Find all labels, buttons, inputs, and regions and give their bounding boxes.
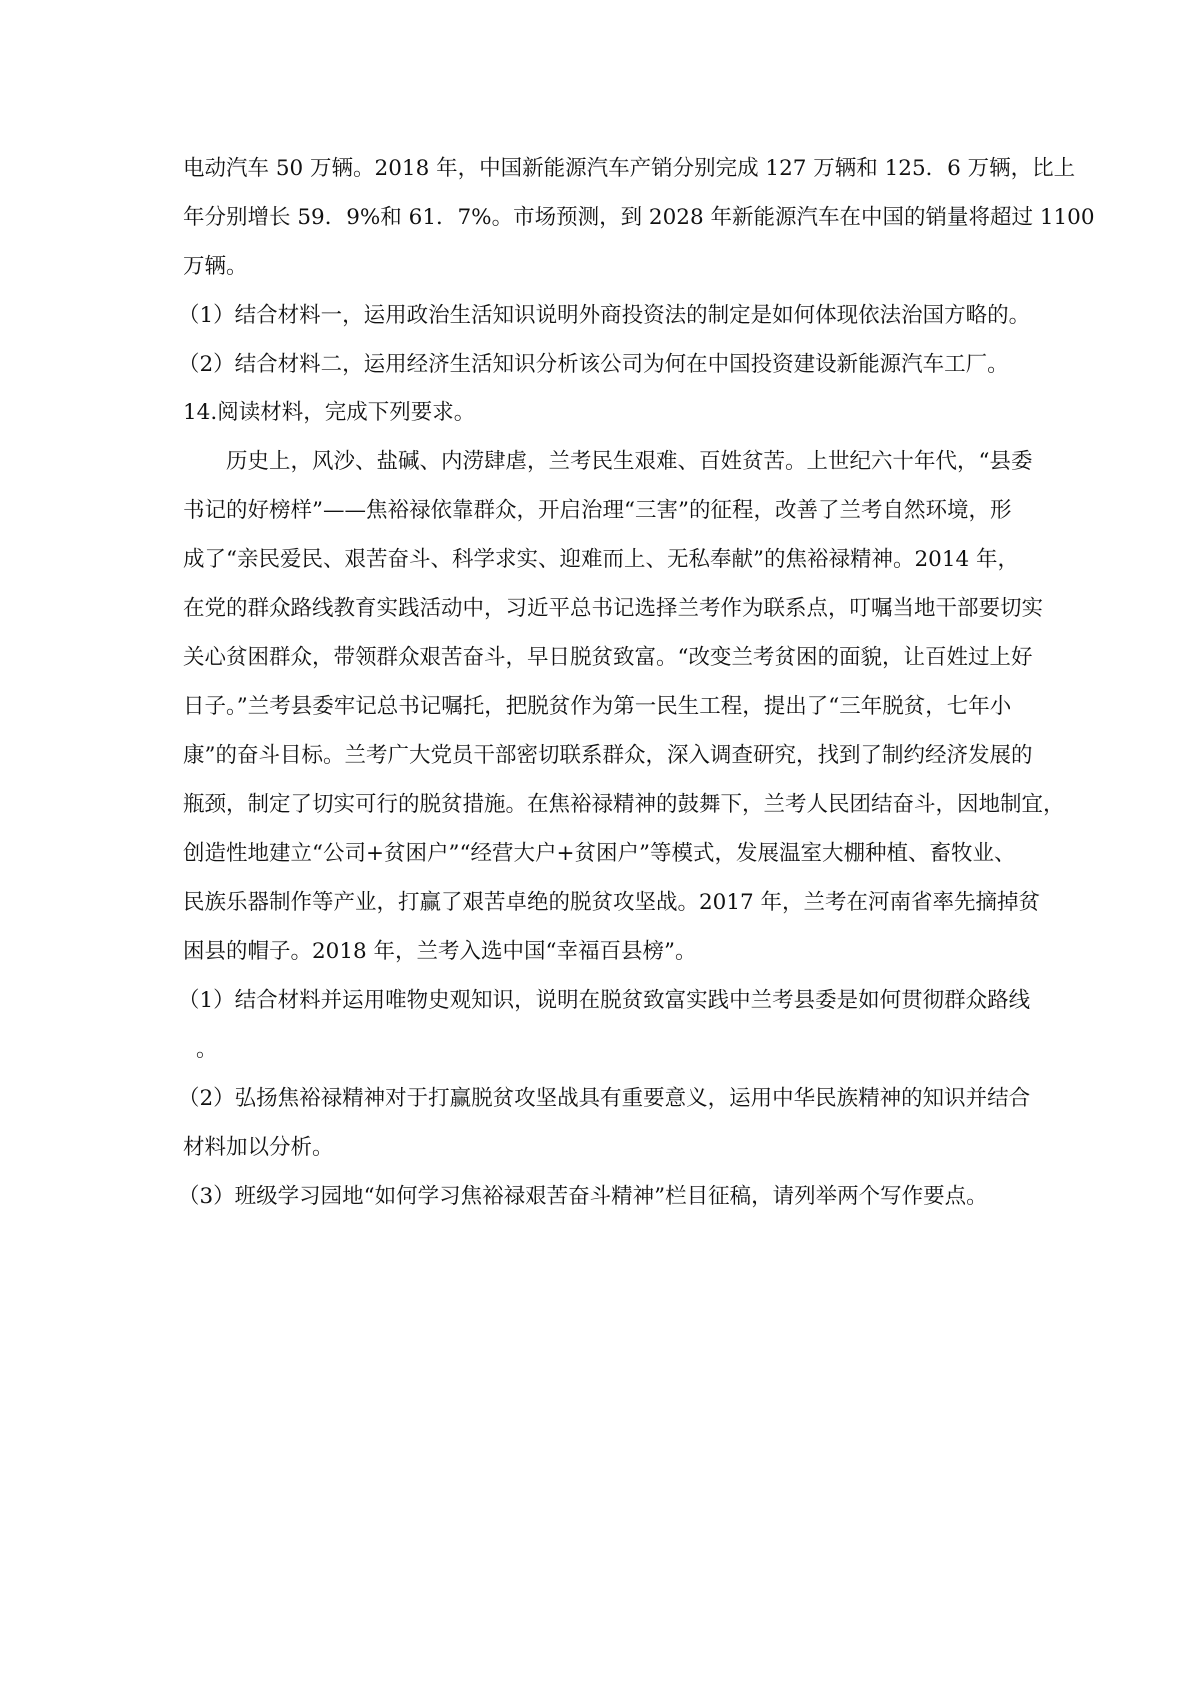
text-line: 年分别增长 59．9%和 61．7%。市场预测，到 2028 年新能源汽车在中国的销量将超过 1100 xyxy=(183,205,1095,230)
question-14-sub2: （2）弘扬焦裕禄精神对于打赢脱贫攻坚战具有重要意义，运用中华民族精神的知识并结合 xyxy=(178,1086,1031,1111)
question-14-sub2-continuation: 材料加以分析。 xyxy=(183,1135,334,1160)
question-14-sub1-continuation: 。 xyxy=(196,1037,218,1062)
text-line: 成了“亲民爱民、艰苦奋斗、科学求实、迎难而上、无私奉献”的焦裕禄精神。2014 年， xyxy=(183,547,1020,572)
question-13-sub1: （1）结合材料一，运用政治生活知识说明外商投资法的制定是如何体现依法治国方略的。 xyxy=(178,303,1031,328)
text-line: 书记的好榜样”——焦裕禄依靠群众，开启治理“三害”的征程，改善了兰考自然环境，形 xyxy=(183,498,1012,523)
question-14-sub1: （1）结合材料并运用唯物史观知识，说明在脱贫致富实践中兰考县委是如何贯彻群众路线 xyxy=(178,988,1031,1013)
question-13-sub2: （2）结合材料二，运用经济生活知识分析该公司为何在中国投资建设新能源汽车工厂。 xyxy=(178,352,1009,377)
text-line: 康”的奋斗目标。兰考广大党员干部密切联系群众，深入调查研究，找到了制约经济发展的 xyxy=(183,743,1033,768)
text-line: 创造性地建立“公司+贫困户”“经营大户+贫困户”等模式，发展温室大棚种植、畜牧业、 xyxy=(183,841,1016,866)
text-line: 民族乐器制作等产业，打赢了艰苦卓绝的脱贫攻坚战。2017 年，兰考在河南省率先摘掉贫 xyxy=(183,890,1041,915)
text-line: 在党的群众路线教育实践活动中，习近平总书记选择兰考作为联系点，叮嘱当地干部要切实 xyxy=(183,596,1044,621)
text-line: 瓶颈，制定了切实可行的脱贫措施。在焦裕禄精神的鼓舞下，兰考人民团结奋斗，因地制宜， xyxy=(183,792,1065,817)
text-line: 关心贫困群众，带领群众艰苦奋斗，早日脱贫致富。“改变兰考贫困的面貌，让百姓过上好 xyxy=(183,645,1033,670)
text-line: 电动汽车 50 万辆。2018 年，中国新能源汽车产销分别完成 127 万辆和 125．6 万辆，比上 xyxy=(183,156,1076,181)
text-line: 历史上，风沙、盐碱、内涝肆虐，兰考民生艰难、百姓贫苦。上世纪六十年代，“县委 xyxy=(226,449,1033,474)
question-14-heading: 14.阅读材料，完成下列要求。 xyxy=(183,400,476,425)
text-line: 日子。”兰考县委牢记总书记嘱托，把脱贫作为第一民生工程，提出了“三年脱贫，七年小 xyxy=(183,694,1012,719)
question-14-sub3: （3）班级学习园地“如何学习焦裕禄艰苦奋斗精神”栏目征稿，请列举两个写作要点。 xyxy=(178,1184,988,1209)
text-line: 万辆。 xyxy=(183,254,248,279)
text-line: 困县的帽子。2018 年，兰考入选中国“幸福百县榜”。 xyxy=(183,939,697,964)
